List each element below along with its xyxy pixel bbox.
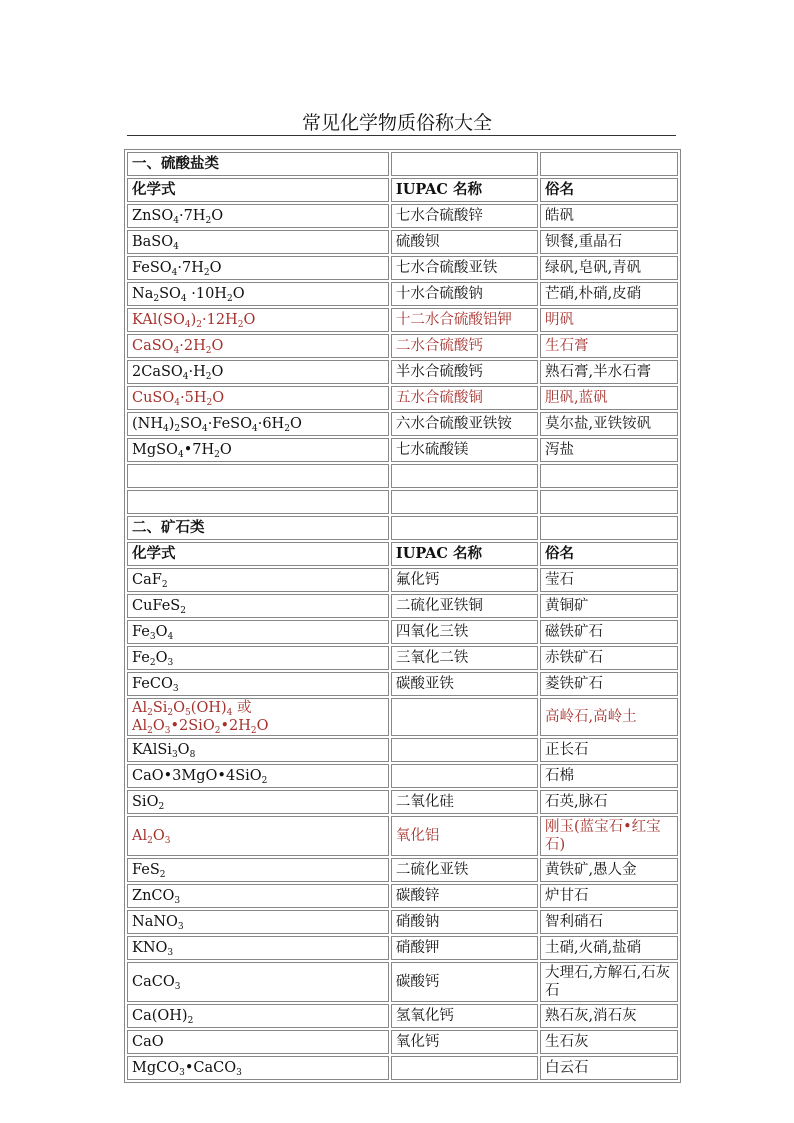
table-row (127, 412, 678, 436)
formula-cell: $2CaSO_4\cdot H_2O$ (127, 360, 389, 384)
table-row (127, 646, 678, 670)
table-row (127, 738, 678, 762)
common-name-cell: 钡餐,重晶石 (540, 230, 678, 254)
formula-cell: $FeSO_4\cdot 7H_2O$ (127, 256, 389, 280)
common-name-cell: 白云石 (540, 1056, 678, 1080)
table-row (127, 386, 678, 410)
formula-cell: MgCO$_3$•CaCO$_3$ (127, 1056, 389, 1080)
common-name-cell: 石棉 (540, 764, 678, 788)
iupac-name-cell: 十二水合硫酸铝钾 (391, 308, 538, 332)
iupac-name-cell: 二氧化硅 (391, 790, 538, 814)
substance-table (124, 149, 681, 1083)
common-name-cell: 智利硝石 (540, 910, 678, 934)
formula-header: 化学式 (127, 542, 389, 566)
table-row (127, 790, 678, 814)
formula-cell: CaF$_2$ (127, 568, 389, 592)
iupac-name-cell: 七水硫酸镁 (391, 438, 538, 462)
spacer-row (127, 490, 678, 514)
iupac-name-cell: 六水合硫酸亚铁铵 (391, 412, 538, 436)
iupac-name-cell: 十水合硫酸钠 (391, 282, 538, 306)
common-name-cell: 皓矾 (540, 204, 678, 228)
iupac-header: IUPAC 名称 (391, 542, 538, 566)
formula-cell: $KAl(SO_4)_2\cdot 12H_2O$ (127, 308, 389, 332)
table-row (127, 438, 678, 462)
page-title: 常见化学物质俗称大全 (301, 112, 492, 134)
iupac-name-cell (391, 764, 538, 788)
formula-cell: CaO (127, 1030, 389, 1054)
formula-cell: $Ca(OH)_2$ (127, 1004, 389, 1028)
iupac-name-cell: 氧化钙 (391, 1030, 538, 1054)
iupac-name-cell: 三氧化二铁 (391, 646, 538, 670)
common-name-cell: 大理石,方解石,石灰石 (540, 962, 678, 1002)
formula-cell: CaO•3MgO•4SiO$_2$ (127, 764, 389, 788)
common-name-cell: 土硝,火硝,盐硝 (540, 936, 678, 960)
iupac-name-cell: 硫酸钡 (391, 230, 538, 254)
common-name-cell: 赤铁矿石 (540, 646, 678, 670)
common-name-cell: 泻盐 (540, 438, 678, 462)
common-name-header: 俗名 (540, 542, 678, 566)
common-name-cell: 莹石 (540, 568, 678, 592)
iupac-name-cell: 硝酸钠 (391, 910, 538, 934)
iupac-name-cell: 碳酸亚铁 (391, 672, 538, 696)
empty-cell (540, 516, 678, 540)
table-row (127, 204, 678, 228)
empty-cell (540, 152, 678, 176)
table-row (127, 334, 678, 358)
table-body (127, 152, 678, 1080)
formula-cell: $Al_2O_3$ (127, 816, 389, 856)
common-name-cell: 黄铁矿,愚人金 (540, 858, 678, 882)
empty-cell (391, 464, 538, 488)
iupac-name-cell: 二水合硫酸钙 (391, 334, 538, 358)
section-heading: 一、硫酸盐类 (127, 152, 389, 176)
table-row (127, 910, 678, 934)
common-name-cell: 明矾 (540, 308, 678, 332)
spacer-row (127, 464, 678, 488)
table-row (127, 360, 678, 384)
formula-cell: FeS$_2$ (127, 858, 389, 882)
common-name-cell: 熟石膏,半水石膏 (540, 360, 678, 384)
column-header-row (127, 542, 678, 566)
iupac-name-cell: 二硫化亚铁铜 (391, 594, 538, 618)
formula-cell: $KNO_3$ (127, 936, 389, 960)
common-name-cell: 胆矾,蓝矾 (540, 386, 678, 410)
common-name-cell: 生石灰 (540, 1030, 678, 1054)
table-row (127, 962, 678, 1002)
table-row (127, 816, 678, 856)
iupac-name-cell: 四氧化三铁 (391, 620, 538, 644)
formula-cell: $MgSO_4•7H_2O$ (127, 438, 389, 462)
iupac-name-cell: 硝酸钾 (391, 936, 538, 960)
iupac-name-cell: 二硫化亚铁 (391, 858, 538, 882)
formula-cell: SiO$_2$ (127, 790, 389, 814)
title-divider (127, 135, 676, 136)
formula-cell: BaSO$_4$ (127, 230, 389, 254)
empty-cell (127, 490, 389, 514)
table-row (127, 568, 678, 592)
iupac-name-cell (391, 1056, 538, 1080)
empty-cell (540, 464, 678, 488)
iupac-name-cell: 七水合硫酸锌 (391, 204, 538, 228)
iupac-name-cell (391, 738, 538, 762)
iupac-header: IUPAC 名称 (391, 178, 538, 202)
table-row (127, 594, 678, 618)
empty-cell (391, 152, 538, 176)
common-name-cell: 莫尔盐,亚铁铵矾 (540, 412, 678, 436)
table-row (127, 1056, 678, 1080)
section-heading-row (127, 516, 678, 540)
table-row (127, 884, 678, 908)
table-row (127, 308, 678, 332)
formula-cell: $KAlSi_3O_8$ (127, 738, 389, 762)
formula-cell: $CaSO_4\cdot 2H_2O$ (127, 334, 389, 358)
table-row (127, 1030, 678, 1054)
formula-cell: $(NH_4)_2SO_4\cdot FeSO_4\cdot 6H_2O$ (127, 412, 389, 436)
section-heading-row (127, 152, 678, 176)
formula-cell: ZnCO$_3$ (127, 884, 389, 908)
common-name-header: 俗名 (540, 178, 678, 202)
table-row (127, 282, 678, 306)
table-row (127, 256, 678, 280)
formula-cell: FeCO$_3$ (127, 672, 389, 696)
common-name-cell: 菱铁矿石 (540, 672, 678, 696)
formula-cell: CaCO$_3$ (127, 962, 389, 1002)
iupac-name-cell: 氧化铝 (391, 816, 538, 856)
column-header-row (127, 178, 678, 202)
formula-cell: $Fe_2O_3$ (127, 646, 389, 670)
common-name-cell: 芒硝,朴硝,皮硝 (540, 282, 678, 306)
formula-cell: CuFeS$_2$ (127, 594, 389, 618)
iupac-name-cell: 氢氧化钙 (391, 1004, 538, 1028)
table-row (127, 620, 678, 644)
section-heading: 二、矿石类 (127, 516, 389, 540)
common-name-cell: 绿矾,皂矾,青矾 (540, 256, 678, 280)
common-name-cell: 高岭石,高岭土 (540, 698, 678, 736)
formula-cell: NaNO$_3$ (127, 910, 389, 934)
common-name-cell: 刚玉(蓝宝石•红宝石) (540, 816, 678, 856)
table-row (127, 672, 678, 696)
common-name-cell: 磁铁矿石 (540, 620, 678, 644)
iupac-name-cell: 碳酸钙 (391, 962, 538, 1002)
table-row (127, 936, 678, 960)
iupac-name-cell: 碳酸锌 (391, 884, 538, 908)
formula-cell: $ZnSO_4\cdot 7H_2O$ (127, 204, 389, 228)
empty-cell (391, 490, 538, 514)
iupac-name-cell (391, 698, 538, 736)
table-row (127, 764, 678, 788)
formula-cell: $CuSO_4\cdot 5H_2O$ (127, 386, 389, 410)
table-row (127, 858, 678, 882)
common-name-cell: 炉甘石 (540, 884, 678, 908)
common-name-cell: 黄铜矿 (540, 594, 678, 618)
common-name-cell: 生石膏 (540, 334, 678, 358)
table-row (127, 698, 678, 736)
formula-header: 化学式 (127, 178, 389, 202)
formula-cell: $Al_2Si_2O_5(OH)_4$ 或 $Al_2O_3•2SiO_2•2H_2O$ (127, 698, 389, 736)
empty-cell (127, 464, 389, 488)
common-name-cell: 石英,脉石 (540, 790, 678, 814)
formula-cell: $Na_2SO_4 \cdot 10H_2O$ (127, 282, 389, 306)
table-row (127, 230, 678, 254)
common-name-cell: 熟石灰,消石灰 (540, 1004, 678, 1028)
iupac-name-cell: 七水合硫酸亚铁 (391, 256, 538, 280)
iupac-name-cell: 五水合硫酸铜 (391, 386, 538, 410)
table-row (127, 1004, 678, 1028)
iupac-name-cell: 半水合硫酸钙 (391, 360, 538, 384)
empty-cell (540, 490, 678, 514)
common-name-cell: 正长石 (540, 738, 678, 762)
empty-cell (391, 516, 538, 540)
iupac-name-cell: 氟化钙 (391, 568, 538, 592)
formula-cell: $Fe_3O_4$ (127, 620, 389, 644)
